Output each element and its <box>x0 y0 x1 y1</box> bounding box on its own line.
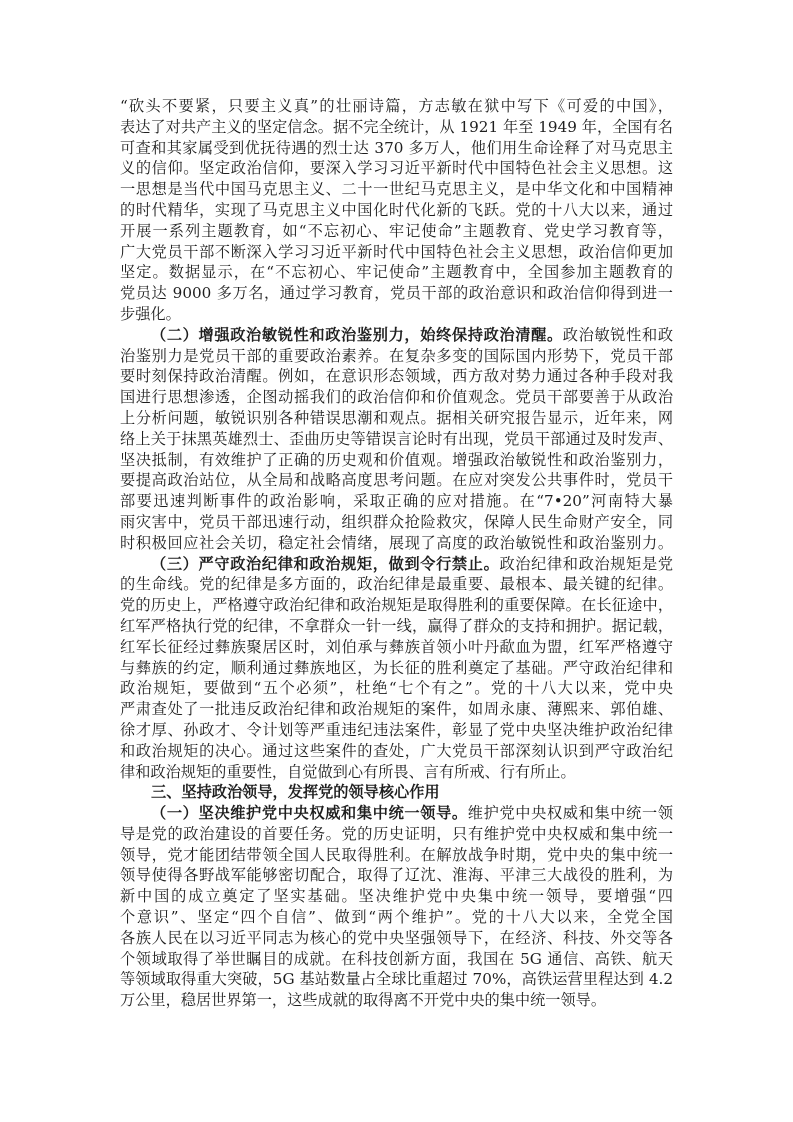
text-line: 义的信仰。坚定政治信仰，要深入学习习近平新时代中国特色社会主义思想。这 <box>120 159 673 178</box>
text-run: 政治纪律和政治规矩是党 <box>499 554 674 573</box>
text-line: 党的历史上，严格遵守政治纪律和政治规矩是取得胜利的重要保障。在长征途中， <box>120 596 673 615</box>
document-body <box>120 96 673 1011</box>
text-line: 各族人民在以习近平同志为核心的党中央坚强领导下，在经济、科技、外交等各 <box>120 928 673 947</box>
text-line: 领导，党才能团结带领全国人民取得胜利。在解放战争时期，党中央的集中统一 <box>120 845 673 864</box>
text-line: 部要迅速判断事件的政治影响，采取正确的应对措施。在“7•20”河南特大暴 <box>120 492 673 511</box>
text-line: 个领域取得了举世瞩目的成就。在科技创新方面，我国在 5G 通信、高铁、航天 <box>120 949 673 968</box>
text-line: 时积极回应社会关切，稳定社会情绪，展现了高度的政治敏锐性和政治鉴别力。 <box>120 533 673 552</box>
text-line: 徐才厚、孙政才、令计划等严重违纪违法案件，彰显了党中央坚决维护政治纪律 <box>120 720 673 739</box>
text-line: 广大党员干部不断深入学习习近平新时代中国特色社会主义思想，政治信仰更加 <box>120 242 673 261</box>
text-line: 坚定。数据显示，在“不忘初心、牢记使命”主题教育中，全国参加主题教育的 <box>120 263 673 282</box>
text-run: 维护党中央权威和集中统一领 <box>467 804 674 823</box>
text-line: 新中国的成立奠定了坚实基础。坚决维护党中央集中统一领导，要增强“四 <box>120 887 673 906</box>
text-line: 国进行思想渗透，企图动摇我们的政治信仰和价值观念。党员干部要善于从政治 <box>120 388 673 407</box>
text-line: 坚决抵制，有效维护了正确的历史观和价值观。增强政治敏锐性和政治鉴别力， <box>120 450 673 469</box>
bold-lead: （一）坚决维护党中央权威和集中统一领导。 <box>151 804 468 823</box>
text-line: 一思想是当代中国马克思主义、二十一世纪马克思主义，是中华文化和中国精神 <box>120 180 673 199</box>
text-line: 严肃查处了一批违反政治纪律和政治规矩的案件，如周永康、薄熙来、郭伯雄、 <box>120 700 673 719</box>
text-line: 要时刻保持政治清醒。例如，在意识形态领域，西方敌对势力通过各种手段对我 <box>120 367 673 386</box>
text-line: 领导使得各野战军能够密切配合，取得了辽沈、淮海、平津三大战役的胜利，为 <box>120 866 673 885</box>
text-line: “砍头不要紧，只要主义真”的壮丽诗篇，方志敏在狱中写下《可爱的中国》， <box>120 97 673 115</box>
text-line: 的生命线。党的纪律是多方面的，政治纪律是最重要、最根本、最关键的纪律。 <box>120 575 673 594</box>
text-line: 要提高政治站位，从全局和战略高度思考问题。在应对突发公共事件时，党员干 <box>120 471 673 490</box>
text-line: 导是党的政治建设的首要任务。党的历史证明，只有维护党中央权威和集中统一 <box>120 824 673 843</box>
text-line: 红军长征经过彝族聚居区时，刘伯承与彝族首领小叶丹歃血为盟，红军严格遵守 <box>120 637 673 656</box>
paragraph-first-line <box>120 803 673 824</box>
text-line: 党员达 9000 多万名，通过学习教育，党员干部的政治意识和政治信仰得到进一 <box>120 284 673 303</box>
text-line: 表达了对共产主义的坚定信念。据不完全统计，从 1921 年至 1949 年，全国有名 <box>120 117 673 136</box>
text-line: 红军严格执行党的纪律，不拿群众一针一线，赢得了群众的支持和拥护。据记载， <box>120 616 673 635</box>
paragraph-first-line <box>120 554 673 575</box>
text-line: 和政治规矩的决心。通过这些案件的查处，广大党员干部深刻认识到严守政治纪 <box>120 741 673 760</box>
text-line: 万公里，稳居世界第一，这些成就的取得离不开党中央的集中统一领导。 <box>120 991 606 1010</box>
text-run: 政治敏锐性和政 <box>562 325 674 344</box>
text-line: 个意识”、坚定“四个自信”、做到“两个维护”。党的十八大以来，全党全国 <box>120 908 673 927</box>
text-line: 治鉴别力是党员干部的重要政治素养。在复杂多变的国际国内形势下，党员干部 <box>120 346 673 365</box>
text-line: 与彝族的约定，顺利通过彝族地区，为长征的胜利奠定了基础。严守政治纪律和 <box>120 658 673 677</box>
text-line: 律和政治规矩的重要性，自觉做到心有所畏、言有所戒、行有所止。 <box>120 762 576 781</box>
text-line: 政治规矩，要做到“五个必须”，杜绝“七个有之”。党的十八大以来，党中央 <box>120 679 673 698</box>
text-line: 上分析问题，敏锐识别各种错误思潮和观点。据相关研究报告显示，近年来，网 <box>120 408 673 427</box>
text-line: 雨灾害中，党员干部迅速行动，组织群众抢险救灾，保障人民生命财产安全，同 <box>120 512 673 531</box>
paragraph-first-line <box>120 325 673 346</box>
text-line: 步强化。 <box>120 304 181 323</box>
section-heading: 三、坚持政治领导，发挥党的领导核心作用 <box>151 783 440 802</box>
text-line: 等领域取得重大突破，5G 基站数量占全球比重超过 70%，高铁运营里程达到 4.2 <box>120 970 673 989</box>
bold-lead: （二）增强政治敏锐性和政治鉴别力，始终保持政治清醒。 <box>151 325 563 344</box>
text-line: 的时代精华，实现了马克思主义中国化时代化新的飞跃。党的十八大以来，通过 <box>120 200 673 219</box>
text-line: 可查和其家属受到优抚待遇的烈士达 370 多万人，他们用生命诠释了对马克思主 <box>120 138 673 157</box>
bold-lead: （三）严守政治纪律和政治规矩，做到令行禁止。 <box>151 554 500 573</box>
text-line: 络上关于抹黑英雄烈士、歪曲历史等错误言论时有出现，党员干部通过及时发声、 <box>120 429 673 448</box>
text-line: 开展一系列主题教育，如“不忘初心、牢记使命”主题教育、党史学习教育等， <box>120 221 673 240</box>
